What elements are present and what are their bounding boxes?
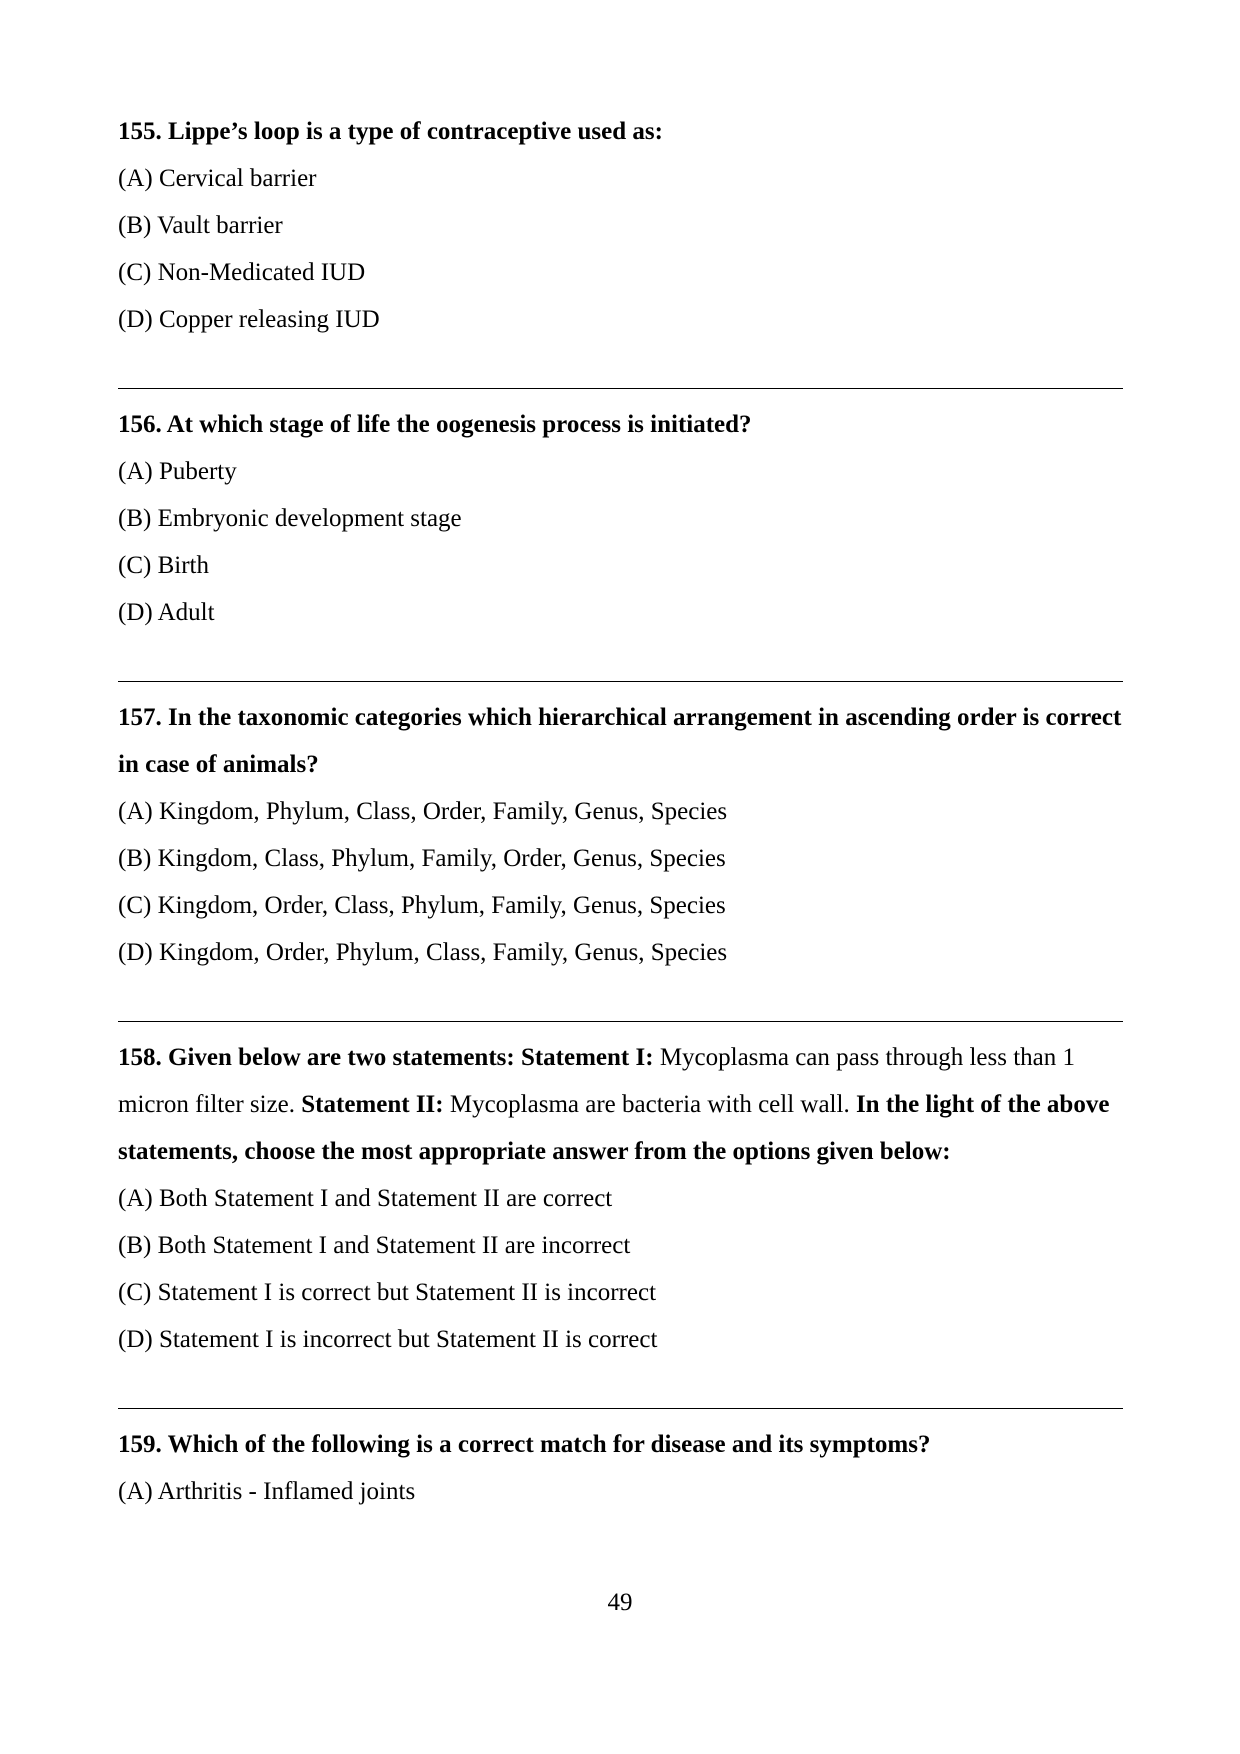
question-page [118,108,1123,1515]
option-b: (B) Vault barrier [118,212,283,239]
page-number: 49 [607,1589,633,1616]
option-d: (D) Adult [118,599,215,626]
question-stem [118,694,1123,788]
question-number: 156. [118,411,162,438]
question-stem [118,401,1123,448]
statement-2-label: Statement II: [301,1091,444,1118]
question-outro: In the light of the above statements, choose the most appropriate answer from the options given below: [118,1091,1110,1165]
question-text: Lippe’s loop is a type of contraceptive used as: [168,118,663,145]
statement-2-text: Mycoplasma are bacteria with cell wall. [449,1091,850,1118]
question-number: 155. [118,118,162,145]
option-c: (C) Kingdom, Order, Class, Phylum, Family, Genus, Species [118,892,726,919]
question-text: Which of the following is a correct match for disease and its symptoms? [167,1431,931,1458]
question-157 [118,694,1123,976]
option-a: (A) Kingdom, Phylum, Class, Order, Family, Genus, Species [118,798,728,825]
option-c: (C) Statement I is correct but Statement II is incorrect [118,1279,657,1306]
question-text: At which stage of life the oogenesis process is initiated? [166,411,752,438]
question-number: 158. [118,1044,162,1071]
question-number: 159. [118,1431,162,1458]
question-number: 157. [118,704,162,731]
option-a: (A) Both Statement I and Statement II are correct [118,1185,613,1212]
option-c: (C) Non-Medicated IUD [118,259,366,286]
option-b: (B) Embryonic development stage [118,505,462,532]
option-a: (A) Cervical barrier [118,165,317,192]
option-a: (A) Puberty [118,458,237,485]
question-159 [118,1421,1123,1515]
option-d: (D) Kingdom, Order, Phylum, Class, Family, Genus, Species [118,939,728,966]
statement-1-label: Statement I: [520,1044,654,1071]
question-stem [118,1034,1123,1175]
statement-1-text: Mycoplasma can pass through less than 1 micron filter size. [118,1044,1076,1118]
question-158 [118,1034,1123,1363]
option-a: (A) Arthritis - Inflamed joints [118,1478,416,1505]
question-stem [118,1421,1123,1468]
option-b: (B) Kingdom, Class, Phylum, Family, Order, Genus, Species [118,845,726,872]
option-d: (D) Copper releasing IUD [118,306,380,333]
option-c: (C) Birth [118,552,209,579]
option-b: (B) Both Statement I and Statement II are incorrect [118,1232,631,1259]
question-text: In the taxonomic categories which hierarchical arrangement in ascending order is correct in case of animals? [118,704,1122,778]
question-155 [118,108,1123,343]
question-156 [118,401,1123,636]
question-intro: Given below are two statements: [168,1044,515,1071]
question-stem [118,108,1123,155]
option-d: (D) Statement I is incorrect but Statement II is correct [118,1326,658,1353]
